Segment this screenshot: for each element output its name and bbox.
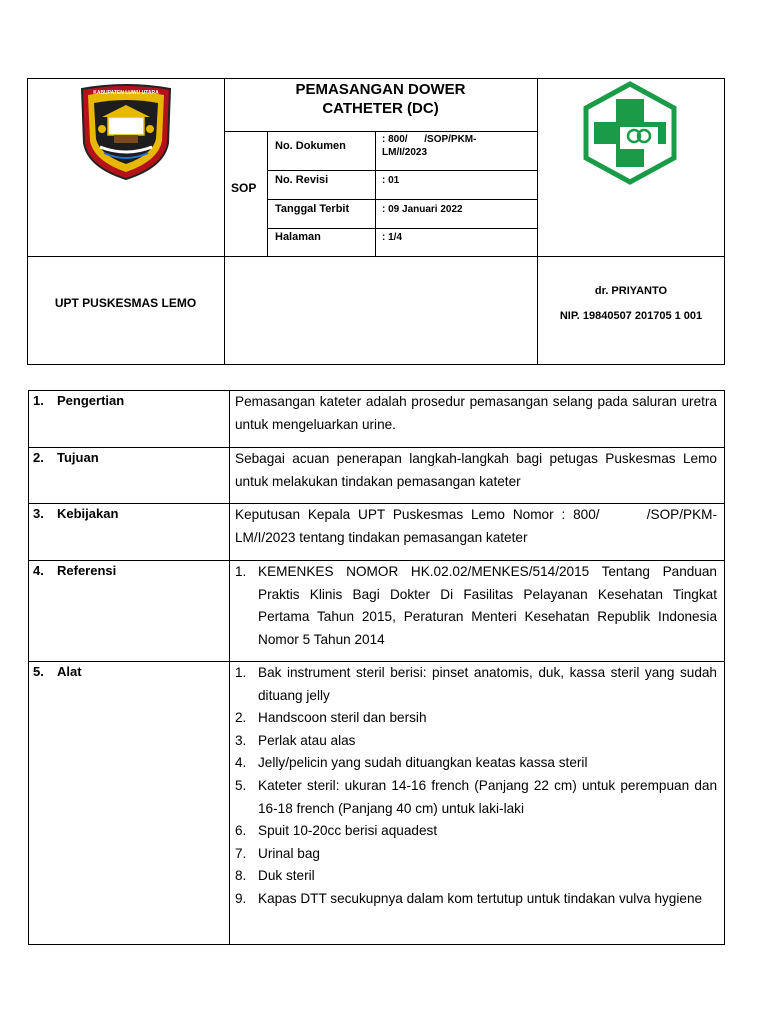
sop-label: SOP [231, 181, 257, 195]
list-item: 8. Duk steril [235, 868, 315, 884]
section-label-pengertian [29, 391, 230, 448]
section-number: 1. [33, 393, 44, 408]
list-item: 2. Handscoon steril dan bersih [235, 710, 427, 726]
section-label-alat [29, 662, 230, 945]
section-number: 3. [33, 506, 44, 521]
page-value: : 1/4 [382, 232, 403, 243]
section-title: Alat [57, 664, 82, 679]
list-item: 7. Urinal bag [235, 845, 320, 861]
section-label-referensi [29, 561, 230, 662]
issue-date-value: : 09 Januari 2022 [382, 204, 463, 215]
list-item: 1. KEMENKES NOMOR HK.02.02/MENKES/514/2015 Tentang Panduan Praktis Klinis Bagi Dokter Di Fasilitas Pelayanan Kesehatan Tingkat Pertama Tahun 2015, Peraturan Menteri Kesehatan Republik Indonesia Nomor 5 Tahun 2014 [235, 564, 717, 647]
section-number: 5. [33, 664, 44, 679]
emblem-lettering: KABUPATEN LUWU UTARA [93, 90, 159, 96]
section-row-tujuan [29, 448, 725, 504]
doc-number-label: No. Dokumen [275, 140, 346, 152]
signer-name: dr. PRIYANTO [594, 285, 668, 297]
section-text-referensi [230, 561, 725, 662]
section-row-kebijakan [29, 504, 725, 561]
section-title: Referensi [57, 563, 117, 578]
section-row-referensi [29, 561, 725, 662]
section-text-tujuan: Sebagai acuan penerapan langkah-langkah bagi petugas Puskesmas Lemo untuk melakukan tindakan pemasangan kateter [230, 448, 725, 504]
section-row-pengertian [29, 391, 725, 448]
section-number: 4. [33, 563, 44, 578]
list-item: 6. Spuit 10-20cc berisi aquadest [235, 823, 438, 839]
page-label: Halaman [275, 231, 321, 243]
section-title: Tujuan [57, 450, 99, 465]
section-text-kebijakan: Keputusan Kepala UPT Puskesmas Lemo Nomor : 800/ /SOP/PKM-LM/I/2023 tentang tindakan pemasangan kateter [230, 504, 725, 561]
section-title: Pengertian [57, 393, 125, 408]
doc-number-value-line2: LM/I/2023 [382, 147, 428, 158]
section-label-kebijakan [29, 504, 230, 561]
title-line-2: CATHETER (DC) [322, 100, 439, 117]
section-text-alat [230, 662, 725, 945]
puskesmas-logo [578, 81, 682, 185]
list-item: 1. Bak instrument steril berisi: pinset anatomis, duk, kassa steril yang sudah dituang jelly [235, 665, 717, 703]
list-item: 5. Kateter steril: ukuran 14-16 french (Panjang 22 cm) untuk perempuan dan 16-18 french (Panjang 40 cm) untuk laki-laki [235, 777, 717, 816]
section-row-alat [29, 662, 725, 945]
list-item: 3. Perlak atau alas [235, 732, 356, 748]
equipment-list [235, 662, 717, 911]
list-item: 9. Kapas DTT secukupnya dalam kom tertutup untuk tindakan vulva hygiene [235, 890, 703, 906]
section-title: Kebijakan [57, 506, 119, 521]
issue-date-label: Tanggal Terbit [275, 203, 350, 215]
sop-content-table [28, 390, 725, 945]
revision-label: No. Revisi [275, 174, 329, 186]
reference-list [235, 561, 717, 651]
revision-value: : 01 [382, 175, 400, 186]
doc-number-value-line1: : 800/ /SOP/PKM- [382, 134, 477, 145]
section-label-tujuan [29, 448, 230, 504]
title-line-1: PEMASANGAN DOWER [295, 81, 466, 98]
doc-number-value [382, 133, 476, 159]
section-number: 2. [33, 450, 44, 465]
signer-nip: NIP. 19840507 201705 1 001 [559, 310, 703, 322]
document-title [224, 80, 537, 118]
list-item: 4. Jelly/pelicin yang sudah dituangkan keatas kassa steril [235, 755, 588, 771]
organization-name: UPT PUSKESMAS LEMO [54, 296, 197, 310]
section-text-pengertian: Pemasangan kateter adalah prosedur pemasangan selang pada saluran uretra untuk mengeluarkan urine. [230, 391, 725, 448]
regency-emblem-logo [78, 83, 174, 181]
